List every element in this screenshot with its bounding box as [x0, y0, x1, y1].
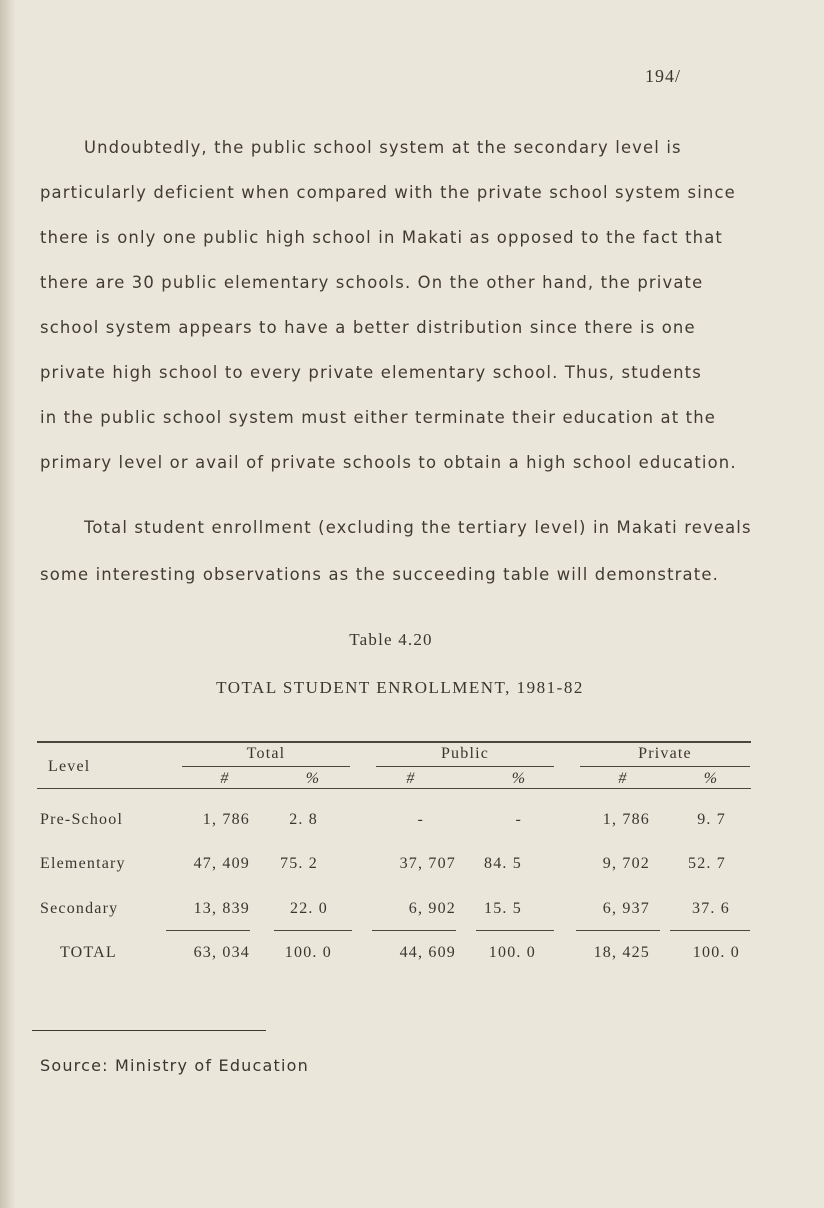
cell-total-count: 63, 034 — [193, 944, 250, 961]
header-level: Level — [48, 758, 91, 775]
header-private-count: # — [618, 770, 628, 787]
cell-private-count: 1, 786 — [602, 811, 650, 828]
row-level: Pre-School — [40, 811, 124, 828]
cell-total-percent: 22. 0 — [290, 900, 328, 917]
cell-public-percent: - — [515, 811, 522, 828]
cell-total-count: 47, 409 — [193, 855, 250, 872]
table-title: TOTAL STUDENT ENROLLMENT, 1981-82 — [216, 678, 584, 697]
header-public-percent: % — [511, 770, 527, 787]
public-percent-sum-rule — [476, 930, 554, 931]
total-count-sum-rule — [166, 930, 250, 931]
cell-private-percent: 9. 7 — [697, 811, 726, 828]
cell-public-percent: 100. 0 — [488, 944, 536, 961]
header-public-count: # — [406, 770, 416, 787]
total-percent-sum-rule — [274, 930, 352, 931]
cell-public-count: 37, 707 — [399, 855, 456, 872]
page-number: 194/ — [645, 66, 682, 86]
header-bottom-rule — [37, 788, 751, 789]
cell-private-percent: 37. 6 — [692, 900, 730, 917]
row-level: TOTAL — [60, 944, 117, 961]
cell-private-count: 9, 702 — [602, 855, 650, 872]
page-gutter-shadow — [0, 0, 16, 1208]
cell-private-count: 18, 425 — [593, 944, 650, 961]
paragraph-1-line-1: Undoubtedly, the public school system at the secondary level is — [84, 138, 682, 157]
public-count-sum-rule — [372, 930, 456, 931]
header-total-count: # — [220, 770, 230, 787]
paragraph-1-line-6: private high school to every private elementary school. Thus, students — [40, 363, 702, 382]
cell-total-percent: 100. 0 — [284, 944, 332, 961]
footnote-rule — [32, 1030, 266, 1031]
table-number: Table 4.20 — [349, 630, 433, 649]
cell-public-count: 44, 609 — [399, 944, 456, 961]
private-count-sum-rule — [576, 930, 660, 931]
cell-private-percent: 52. 7 — [688, 855, 726, 872]
header-public: Public — [440, 745, 490, 762]
paragraph-1-line-7: in the public school system must either terminate their education at the — [40, 408, 716, 427]
table-top-rule — [37, 741, 751, 743]
cell-total-percent: 75. 2 — [280, 855, 318, 872]
header-private: Private — [638, 745, 692, 762]
header-total: Total — [246, 745, 286, 762]
row-level: Elementary — [40, 855, 126, 872]
cell-total-percent: 2. 8 — [289, 811, 318, 828]
private-percent-sum-rule — [670, 930, 750, 931]
paragraph-1-line-2: particularly deficient when compared with the private school system since — [40, 183, 736, 202]
paragraph-1-line-4: there are 30 public elementary schools. On the other hand, the private — [40, 273, 704, 292]
cell-private-percent: 100. 0 — [692, 944, 740, 961]
total-group-rule — [182, 766, 350, 767]
cell-private-count: 6, 937 — [602, 900, 650, 917]
paragraph-1-line-5: school system appears to have a better distribution since there is one — [40, 318, 696, 337]
header-total-percent: % — [305, 770, 321, 787]
public-group-rule — [376, 766, 554, 767]
cell-public-percent: 84. 5 — [484, 855, 522, 872]
private-group-rule — [580, 766, 750, 767]
cell-total-count: 1, 786 — [202, 811, 250, 828]
source-note: Source: Ministry of Education — [40, 1056, 309, 1075]
paragraph-2-line-2: some interesting observations as the succeeding table will demonstrate. — [40, 565, 719, 584]
cell-public-count: - — [417, 811, 424, 828]
paragraph-1-line-8: primary level or avail of private schools to obtain a high school education. — [40, 453, 737, 472]
paragraph-1-line-3: there is only one public high school in Makati as opposed to the fact that — [40, 228, 723, 247]
header-private-percent: % — [703, 770, 719, 787]
row-level: Secondary — [40, 900, 119, 917]
paragraph-2-line-1: Total student enrollment (excluding the tertiary level) in Makati reveals — [84, 518, 752, 537]
cell-public-percent: 15. 5 — [484, 900, 522, 917]
cell-total-count: 13, 839 — [193, 900, 250, 917]
cell-public-count: 6, 902 — [408, 900, 456, 917]
